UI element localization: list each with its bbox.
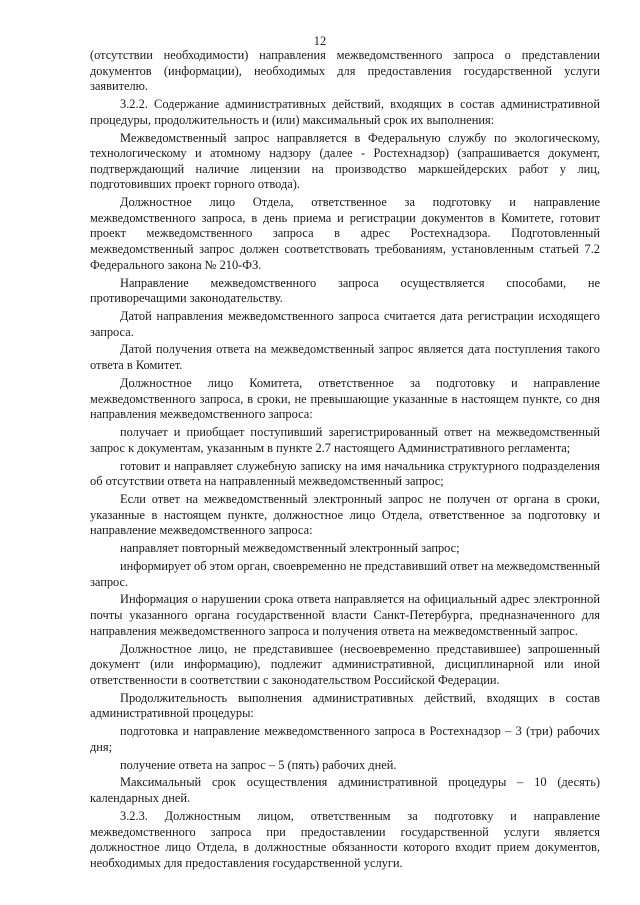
- paragraph: Датой получения ответа на межведомственный запрос является дата поступления такого ответа в Комитет.: [90, 342, 600, 373]
- paragraph: Межведомственный запрос направляется в Федеральную службу по экологическому, технологическому и атомному надзору (далее - Ростехнадзор) (запрашивается документ, подтверждающий наличие лицензии на производство маркшейдерских работ у лиц, подготовивших проект горного отвода).: [90, 130, 600, 192]
- list-item: направляет повторный межведомственный электронный запрос;: [120, 541, 460, 556]
- paragraph: Датой направления межведомственного запроса считается дата регистрации исходящего запроса.: [90, 308, 600, 339]
- paragraph: Направление межведомственного запроса осуществляется способами, не противоречащими законодательству.: [90, 275, 600, 306]
- paragraph-continuation: (отсутствии необходимости) направления межведомственного запроса о представлении документов (информации), необходимых для предоставления государственной услуги заявителю.: [90, 48, 600, 94]
- page-number: 12: [313, 34, 327, 48]
- list-item: подготовка и направление межведомственного запроса в Ростехнадзор – 3 (три) рабочих дня;: [90, 724, 600, 754]
- list-item: получает и приобщает поступивший зарегистрированный ответ на межведомственный запрос к документам, указанным в пункте 2.7 настоящего Административного регламента;: [90, 425, 600, 455]
- list-item: готовит и направляет служебную записку на имя начальника структурного подразделения об отсутствии ответа на направленный межведомственный запрос;: [90, 458, 600, 489]
- section-heading-3-2-3: 3.2.3. Должностным лицом, ответственным за подготовку и направление межведомственного запроса при предоставлении государственной услуги является должностное лицо Отдела, в должностные обязанности которого входит прием документов, необходимых для предоставления государственной услуги.: [90, 808, 600, 870]
- document-body: [90, 48, 600, 874]
- paragraph: Если ответ на межведомственный электронный запрос не получен от органа в сроки, указанные в настоящем пункте, должностное лицо Отдела, ответственное за подготовку и направление межведомственного запроса:: [90, 492, 600, 538]
- paragraph: Продолжительность выполнения административных действий, входящих в состав административной процедуры:: [90, 690, 600, 721]
- list-item: получение ответа на запрос – 5 (пять) рабочих дней.: [120, 757, 397, 772]
- paragraph: Информация о нарушении срока ответа направляется на официальный адрес электронной почты указанного органа государственной власти Санкт-Петербурга, предназначенного для направления межведомственного запроса и получения ответа на межведомственный запрос.: [90, 592, 600, 638]
- paragraph: Максимальный срок осуществления административной процедуры – 10 (десять) календарных дней.: [90, 775, 600, 806]
- paragraph: Должностное лицо Отдела, ответственное за подготовку и направление межведомственного запроса, в день приема и регистрации документов в Комитете, готовит проект межведомственного запроса в адрес Ростехнадзора. Подготовленный межведомственный запрос должен соответствовать требованиям, установленным статьей 7.2 Федерального закона № 210-ФЗ.: [90, 195, 600, 272]
- section-heading-3-2-2: 3.2.2. Содержание административных действий, входящих в состав административной процедуры, продолжительность и (или) максимальный срок их выполнения:: [90, 97, 600, 127]
- paragraph: Должностное лицо, не представившее (несвоевременно представившее) запрошенный документ (или информацию), подлежит административной, дисциплинарной или иной ответственности в соответствии с законодательством Российской Федерации.: [90, 641, 600, 687]
- list-item: информирует об этом орган, своевременно не представивший ответ на межведомственный запрос.: [90, 558, 600, 589]
- paragraph: Должностное лицо Комитета, ответственное за подготовку и направление межведомственного запроса, в сроки, не превышающие указанные в настоящем пункте, со дня направления межведомственного запроса:: [90, 375, 600, 422]
